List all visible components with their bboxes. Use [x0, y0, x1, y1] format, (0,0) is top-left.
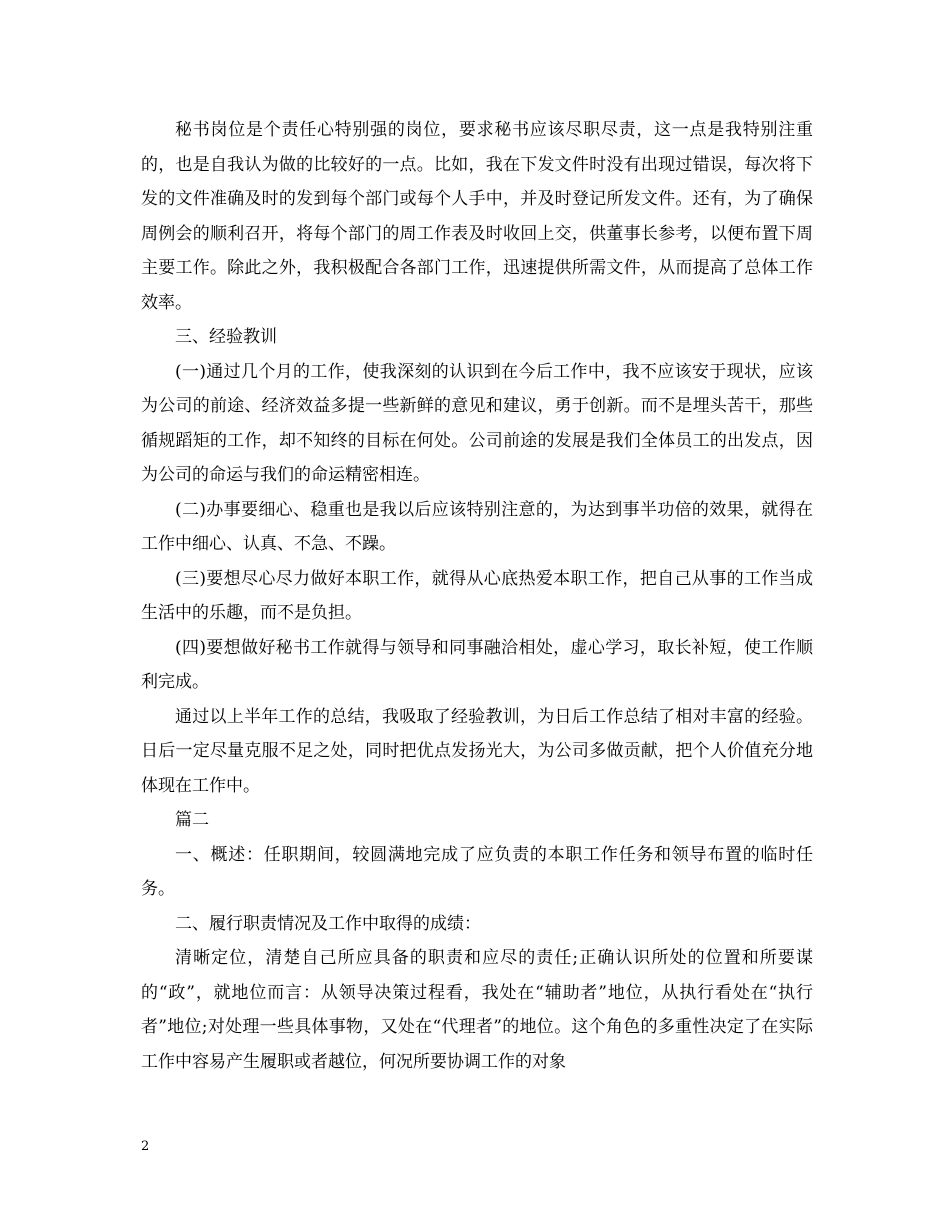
- heading-duties-achievements: 二、履行职责情况及工作中取得的成绩：: [175, 913, 481, 934]
- heading-lessons-learned: 三、经验教训: [175, 327, 277, 347]
- paragraph-lesson-2: (二)办事要细心、稳重也是我以后应该特别注意的，为达到事半功倍的效果，就得在工作中细心、认真、不急、不躁。: [141, 499, 813, 554]
- paragraph-summary: 通过以上半年工作的总结，我吸取了经验教训，为日后工作总结了相对丰富的经验。日后一定尽量克服不足之处，同时把优点发扬光大，为公司多做贡献，把个人价值充分地体现在工作中。: [141, 706, 813, 796]
- paragraph-overview: 一、概述：任职期间，较圆满地完成了应负责的本职工作任务和领导布置的临时任务。: [141, 844, 813, 899]
- page-number: 2: [141, 1139, 150, 1154]
- paragraph-lesson-3: (三)要想尽心尽力做好本职工作，就得从心底热爱本职工作，把自己从事的工作当成生活中的乐趣，而不是负担。: [141, 568, 813, 623]
- paragraph-lesson-4: (四)要想做好秘书工作就得与领导和同事融洽相处，虚心学习，取长补短，使工作顺利完成。: [141, 637, 813, 692]
- paragraph-positioning: 清晰定位，清楚自己所应具备的职责和应尽的责任;正确认识所处的位置和所要谋的“政”，就地位而言：从领导决策过程看，我处在“辅助者”地位，从执行看处在“执行者”地位;对处理一些具体事物，又处在“代理者”的地位。这个角色的多重性决定了在实际工作中容易产生履职或者越位，何况所要协调工作的对象: [141, 948, 813, 1072]
- paragraph-lesson-1: (一)通过几个月的工作，使我深刻的认识到在今后工作中，我不应该安于现状，应该为公司的前途、经济效益多提一些新鲜的意见和建议，勇于创新。而不是埋头苦干，那些循规蹈矩的工作，却不知终的目标在何处。公司前途的发展是我们全体员工的出发点，因为公司的命运与我们的命运精密相连。: [141, 361, 813, 485]
- heading-part-two: 篇二: [175, 810, 209, 830]
- paragraph-secretary-responsibility: 秘书岗位是个责任心特别强的岗位，要求秘书应该尽职尽责，这一点是我特别注重的，也是自我认为做的比较好的一点。比如，我在下发文件时没有出现过错误，每次将下发的文件准确及时的发到每个部门或每个人手中，并及时登记所发文件。还有，为了确保周例会的顺利召开，将每个部门的周工作表及时收回上交，供董事长参考，以便布置下周主要工作。除此之外，我积极配合各部门工作，迅速提供所需文件，从而提高了总体工作效率。: [141, 120, 813, 313]
- document-body: [141, 113, 813, 1079]
